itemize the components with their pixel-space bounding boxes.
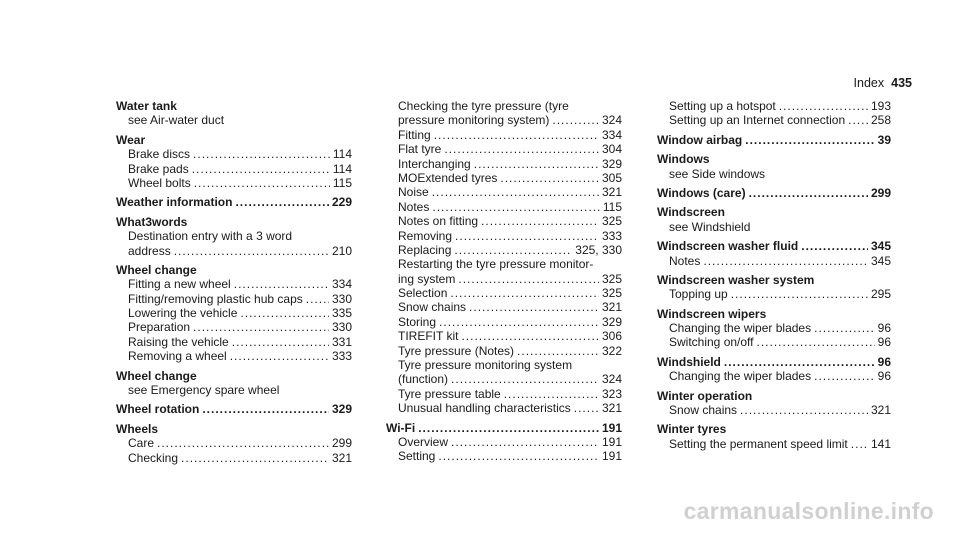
entry-text: Destination entry with a 3 word [128,229,293,244]
index-subentry [386,387,622,401]
index-subentry [657,220,891,234]
index-column-3 [657,99,891,451]
entry-text: Selection [398,286,448,301]
page-reference: 114 [332,161,352,176]
page-reference: 324 [601,372,622,387]
dot-leader [779,99,868,113]
entry-text: Windscreen washer fluid [657,239,799,254]
entry-text: Setting up a hotspot [669,98,776,113]
entry-text: Setting the permanent speed limit [669,436,848,451]
page-reference: 299 [331,436,352,451]
page-reference: 115 [602,199,622,214]
entry-text: Fitting a new wheel [128,277,231,292]
page-reference: 335 [331,306,352,321]
dot-leader [500,171,599,185]
entry-text: Preparation [128,320,191,335]
entry-text: Noise [398,185,429,200]
page-reference: 321 [601,401,622,416]
entry-text: Windscreen [657,205,725,220]
page-reference: 325 [601,214,622,229]
entry-text: Changing the wiper blades [669,321,812,336]
page-reference: 334 [331,277,352,292]
page-reference: 96 [877,369,891,384]
index-subentry [657,335,891,349]
page-reference: 304 [601,142,622,157]
index-heading [116,99,352,113]
dot-leader [450,286,599,300]
page-reference: 329 [331,402,352,417]
index-subentry [116,113,352,127]
index-subentry [386,99,622,113]
dot-leader [192,162,330,176]
index-subentry [386,128,622,142]
page-reference: 329 [601,156,622,171]
index-subentry [116,244,352,258]
dot-leader [234,277,329,291]
page-reference: 305 [601,170,622,185]
dot-leader [848,113,868,127]
page-reference: 191 [601,449,622,464]
index-subentry [116,306,352,320]
entry-text: address [128,243,171,258]
dot-leader [504,387,599,401]
entry-text: Checking [128,450,179,465]
watermark: carmanualsonline.info [683,498,934,524]
dot-leader [235,195,329,209]
entry-text: ing system [398,271,456,286]
index-subentry [116,292,352,306]
index-heading [657,389,891,403]
page-reference: 115 [332,175,352,190]
index-subentry [386,286,622,300]
index-subentry [386,300,622,314]
entry-text: Snow chains [669,403,738,418]
index-subentry [116,383,352,397]
index-subentry [116,176,352,190]
index-heading [657,205,891,219]
page-reference: 325, 330 [575,242,622,257]
entry-text: TIREFIT kit [398,329,459,344]
entry-text: Interchanging [398,156,471,171]
entry-text: Topping up [669,287,728,302]
index-subentry [386,171,622,185]
entry-text: see Side windows [669,166,766,181]
entry-text: Winter tyres [657,422,727,437]
dot-leader [240,306,329,320]
entry-text: Raising the vehicle [128,334,229,349]
entry-text: Removing [398,228,453,243]
dot-leader [458,272,599,286]
entry-text: Tyre pressure table [398,386,501,401]
entry-text: Overview [398,434,449,449]
index-subentry [657,437,891,451]
entry-text: Wi-Fi [386,420,416,435]
index-subentry [386,435,622,449]
index-subentry [386,229,622,243]
index-subentry [116,320,352,334]
dot-leader [202,402,329,416]
index-heading [657,186,891,200]
page-reference: 331 [331,334,352,349]
page-reference: 334 [601,127,622,142]
dot-leader [439,315,599,329]
entry-text: Wheel change [116,262,197,277]
entry-text: Notes [669,253,701,268]
dot-leader [454,243,572,257]
index-subentry [386,200,622,214]
index-column-1 [116,99,352,465]
index-heading [657,133,891,147]
page-reference: 96 [877,335,891,350]
entry-text: Weather information [116,195,233,210]
page-reference: 321 [870,403,891,418]
entry-text: Tyre pressure (Notes) [398,343,515,358]
entry-text: Setting up an Internet connection [669,113,846,128]
index-subentry [386,344,622,358]
entry-text: Switching on/off [669,335,754,350]
index-subentry [116,147,352,161]
index-heading [657,355,891,369]
dot-leader [455,229,599,243]
page-reference: 329 [601,314,622,329]
page-reference: 321 [601,300,622,315]
dot-leader [851,437,868,451]
index-heading [657,152,891,166]
page-reference: 114 [332,147,352,162]
page-reference: 191 [601,420,622,435]
entry-text: Fitting [398,127,431,142]
page-number: 435 [891,76,912,90]
entry-text: MOExtended tyres [398,170,498,185]
entry-text: Brake pads [128,161,189,176]
index-subentry [386,243,622,257]
entry-text: Changing the wiper blades [669,369,812,384]
index-subentry [657,369,891,383]
page-reference: 325 [601,286,622,301]
page-reference: 191 [601,434,622,449]
index-heading [657,239,891,253]
page-reference: 96 [877,321,891,336]
page-reference: 96 [877,354,891,369]
dot-leader [814,369,875,383]
entry-text: Water tank [116,98,177,113]
page-reference: 330 [331,320,352,335]
index-subentry [116,451,352,465]
page-reference: 330 [331,291,352,306]
index-subentry [386,401,622,415]
index-subentry [657,167,891,181]
dot-leader [438,449,599,463]
index-subentry [386,449,622,463]
entry-text: Setting [398,449,436,464]
dot-leader [740,403,868,417]
index-subentry [657,254,891,268]
entry-text: Tyre pressure monitoring system [398,358,573,373]
entry-text: Restarting the tyre pressure monitor- [398,257,594,272]
index-subentry [386,372,622,386]
entry-text: Lowering the vehicle [128,306,238,321]
page-reference: 325 [601,271,622,286]
page-reference: 299 [870,185,891,200]
dot-leader [703,254,868,268]
entry-text: Replacing [398,242,452,257]
entry-text: Wheel bolts [128,175,191,190]
index-heading [116,263,352,277]
page-reference: 321 [331,450,352,465]
index-subentry [386,185,622,199]
entry-text: see Windshield [669,219,751,234]
entry-text: Storing [398,314,437,329]
entry-text: Winter operation [657,388,753,403]
dot-leader [745,133,874,147]
dot-leader [434,128,599,142]
dot-leader [724,355,875,369]
index-subentry [657,403,891,417]
index-subentry [386,214,622,228]
dot-leader [749,186,868,200]
dot-leader [174,244,329,258]
index-subentry [116,436,352,450]
dot-leader [232,335,329,349]
entry-text: (function) [398,372,449,387]
entry-text: Care [128,436,155,451]
dot-leader [814,321,875,335]
page-reference: 229 [331,195,352,210]
page-header [854,76,912,90]
index-subentry [116,277,352,291]
page-reference: 306 [601,329,622,344]
entry-text: Wear [116,132,146,147]
entry-text: Wheels [116,421,159,436]
dot-leader [517,344,599,358]
index-subentry [116,162,352,176]
dot-leader [469,300,599,314]
entry-text: Window airbag [657,132,743,147]
index-subentry [386,157,622,171]
index-subentry [116,349,352,363]
index-subentry [386,358,622,372]
entry-text: Windows (care) [657,185,746,200]
entry-text: Removing a wheel [128,349,227,364]
dot-leader [306,292,329,306]
dot-leader [418,421,599,435]
page-reference: 39 [877,132,891,147]
page-reference: 322 [601,343,622,358]
index-heading [116,195,352,209]
index-heading [657,307,891,321]
entry-text: Snow chains [398,300,467,315]
entry-text: Windscreen washer system [657,272,815,287]
dot-leader [157,436,329,450]
dot-leader [757,335,875,349]
dot-leader [481,214,599,228]
dot-leader [194,176,330,190]
index-heading [657,422,891,436]
index-subentry [657,113,891,127]
dot-leader [230,349,329,363]
dot-leader [552,113,599,127]
page-reference: 295 [870,287,891,302]
dot-leader [574,401,599,415]
index-heading [116,215,352,229]
entry-text: Windshield [657,354,721,369]
page-reference: 324 [601,113,622,128]
page-reference: 345 [870,239,891,254]
index-heading [116,422,352,436]
entry-text: see Air-water duct [128,113,225,128]
index-heading [116,402,352,416]
dot-leader [451,372,599,386]
entry-text: What3words [116,214,188,229]
index-heading [657,273,891,287]
index-subentry [386,257,622,271]
entry-text: Notes [398,199,430,214]
page-reference: 345 [870,253,891,268]
entry-text: Wheel change [116,368,197,383]
index-heading [116,133,352,147]
entry-text: Checking the tyre pressure (tyre [398,98,569,113]
index-subentry [386,315,622,329]
page-reference: 333 [331,349,352,364]
index-subentry [657,287,891,301]
entry-text: see Emergency spare wheel [128,383,280,398]
header-label: Index [853,76,885,90]
entry-text: pressure monitoring system) [398,113,550,128]
index-heading [386,421,622,435]
entry-text: Unusual handling characteristics [398,401,571,416]
entry-text: Windows [657,152,710,167]
page-reference: 193 [870,98,891,113]
dot-leader [432,200,600,214]
dot-leader [432,185,599,199]
entry-text: Notes on fitting [398,214,479,229]
dot-leader [474,157,599,171]
index-subentry [386,142,622,156]
index-subentry [386,113,622,127]
index-subentry [116,335,352,349]
entry-text: Windscreen wipers [657,306,767,321]
dot-leader [451,435,599,449]
dot-leader [801,239,868,253]
dot-leader [461,329,599,343]
index-subentry [386,329,622,343]
page-reference: 333 [601,228,622,243]
page-reference: 258 [870,113,891,128]
entry-text: Wheel rotation [116,402,200,417]
page-reference: 210 [331,243,352,258]
entry-text: Fitting/removing plastic hub caps [128,291,303,306]
page-reference: 323 [601,386,622,401]
entry-text: Brake discs [128,147,191,162]
index-subentry [657,321,891,335]
index-heading [116,369,352,383]
index-column-2 [386,99,622,464]
page-reference: 321 [601,185,622,200]
dot-leader [444,142,599,156]
index-subentry [657,99,891,113]
index-subentry [386,272,622,286]
dot-leader [181,451,329,465]
page-reference: 141 [870,436,891,451]
dot-leader [731,287,868,301]
entry-text: Flat tyre [398,142,442,157]
index-subentry [116,229,352,243]
dot-leader [193,147,330,161]
dot-leader [193,320,329,334]
